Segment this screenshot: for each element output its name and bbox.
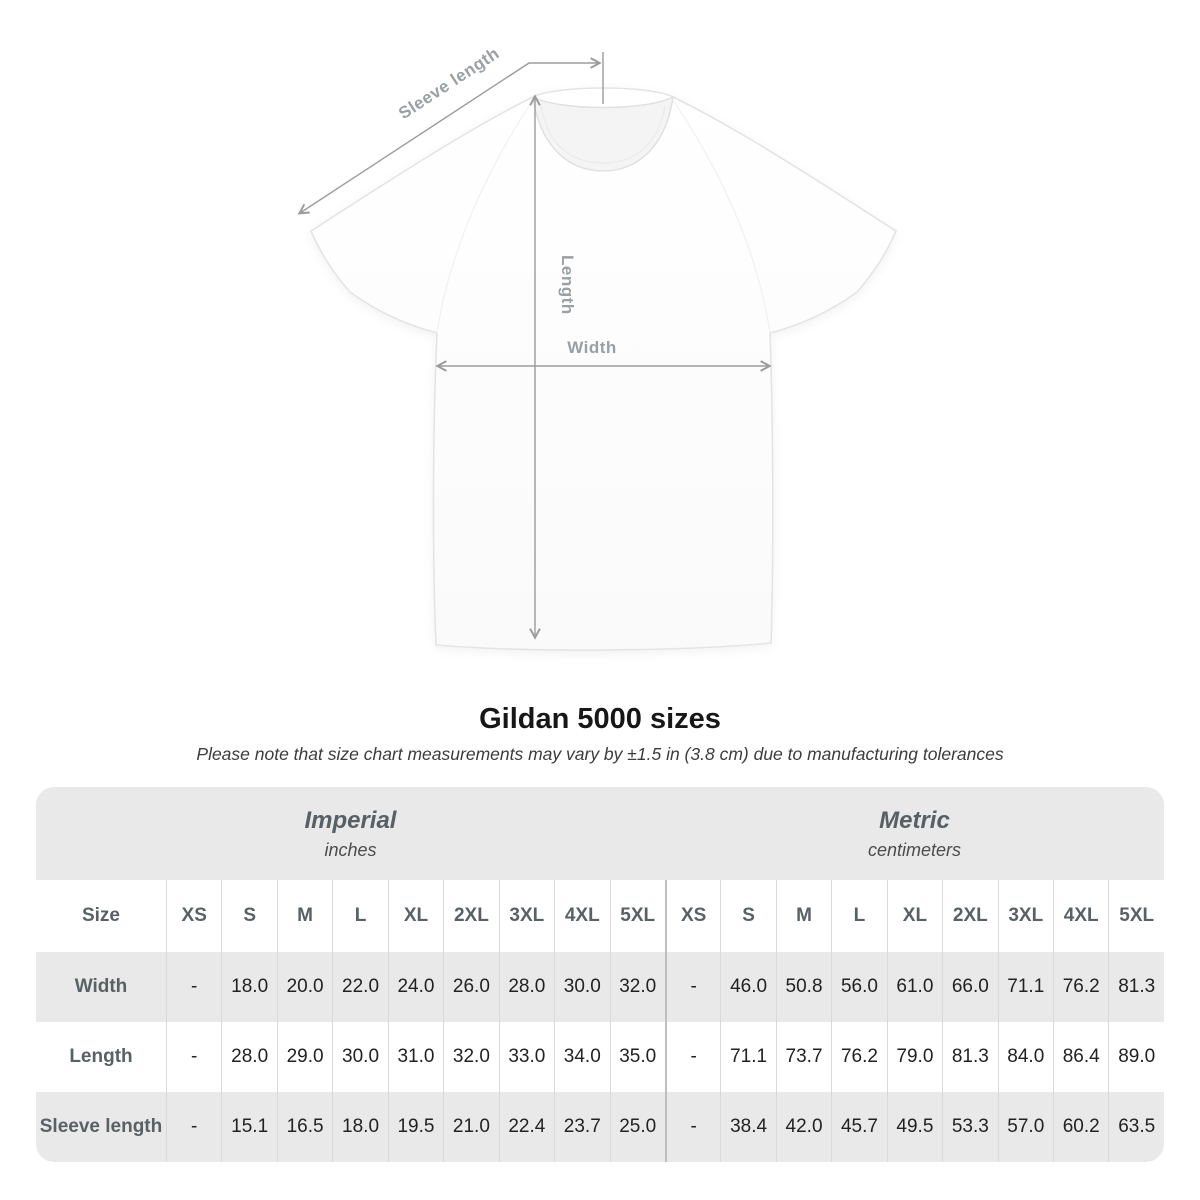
value-cell-metric: 79.0 — [887, 1022, 942, 1092]
size-col-header-metric-5xl: 5XL — [1108, 880, 1164, 952]
value-cell-metric: 66.0 — [942, 952, 997, 1022]
value-cell-imperial: 32.0 — [610, 952, 665, 1022]
value-cell-metric: 76.2 — [831, 1022, 886, 1092]
value-cell-metric: 76.2 — [1053, 952, 1108, 1022]
value-cell-imperial: 16.5 — [277, 1092, 332, 1162]
value-cell-imperial: 18.0 — [332, 1092, 387, 1162]
value-cell-imperial: 31.0 — [388, 1022, 443, 1092]
value-cell-metric: 50.8 — [776, 952, 831, 1022]
measurement-row-label: Length — [36, 1022, 166, 1092]
value-cell-metric: 57.0 — [998, 1092, 1053, 1162]
unit-group-row — [36, 787, 1164, 880]
value-cell-imperial: 20.0 — [277, 952, 332, 1022]
metric-group-header — [665, 787, 1164, 880]
measurement-row-label: Sleeve length — [36, 1092, 166, 1162]
value-cell-imperial: 28.0 — [221, 1022, 276, 1092]
measurement-row — [36, 1022, 1164, 1092]
size-col-header-metric-xl: XL — [887, 880, 942, 952]
size-col-header-imperial-5xl: 5XL — [610, 880, 665, 952]
size-col-header-metric-2xl: 2XL — [942, 880, 997, 952]
value-cell-metric: 81.3 — [1108, 952, 1164, 1022]
size-header-label: Size — [36, 880, 166, 952]
size-col-header-metric-l: L — [831, 880, 886, 952]
tshirt-illustration — [311, 88, 896, 650]
size-header-row — [36, 880, 1164, 952]
size-col-header-imperial-s: S — [221, 880, 276, 952]
value-cell-imperial: 23.7 — [554, 1092, 609, 1162]
value-cell-metric: 73.7 — [776, 1022, 831, 1092]
value-cell-imperial: 25.0 — [610, 1092, 665, 1162]
value-cell-imperial: 18.0 — [221, 952, 276, 1022]
unit-group-subtitle: centimeters — [867, 839, 961, 860]
value-cell-imperial: 32.0 — [443, 1022, 498, 1092]
value-cell-imperial: 33.0 — [499, 1022, 554, 1092]
size-col-header-metric-s: S — [720, 880, 775, 952]
value-cell-metric: 42.0 — [776, 1092, 831, 1162]
value-cell-imperial: 15.1 — [221, 1092, 276, 1162]
value-cell-metric: 71.1 — [720, 1022, 775, 1092]
value-cell-metric: 89.0 — [1108, 1022, 1164, 1092]
value-cell-metric: 63.5 — [1108, 1092, 1164, 1162]
length-label: Length — [558, 255, 577, 315]
value-cell-metric: - — [665, 952, 720, 1022]
unit-group-title: Metric — [879, 806, 950, 834]
width-label: Width — [567, 338, 617, 357]
value-cell-metric: 53.3 — [942, 1092, 997, 1162]
value-cell-metric: 49.5 — [887, 1092, 942, 1162]
value-cell-metric: 71.1 — [998, 952, 1053, 1022]
size-col-header-metric-xs: XS — [665, 880, 720, 952]
measurement-row-label: Width — [36, 952, 166, 1022]
value-cell-imperial: 34.0 — [554, 1022, 609, 1092]
unit-group-title: Imperial — [304, 806, 397, 834]
value-cell-metric: 45.7 — [831, 1092, 886, 1162]
value-cell-imperial: 29.0 — [277, 1022, 332, 1092]
size-chart-table — [36, 787, 1164, 1162]
value-cell-metric: 86.4 — [1053, 1022, 1108, 1092]
value-cell-imperial: 26.0 — [443, 952, 498, 1022]
value-cell-imperial: - — [166, 1022, 221, 1092]
size-col-header-imperial-m: M — [277, 880, 332, 952]
size-col-header-metric-4xl: 4XL — [1053, 880, 1108, 952]
value-cell-metric: 60.2 — [1053, 1092, 1108, 1162]
size-col-header-imperial-xl: XL — [388, 880, 443, 952]
value-cell-metric: 84.0 — [998, 1022, 1053, 1092]
value-cell-metric: 38.4 — [720, 1092, 775, 1162]
size-col-header-imperial-4xl: 4XL — [554, 880, 609, 952]
value-cell-imperial: 35.0 — [610, 1022, 665, 1092]
value-cell-metric: 81.3 — [942, 1022, 997, 1092]
sleeve-length-label: Sleeve length — [395, 43, 503, 124]
unit-group-subtitle: inches — [324, 839, 377, 860]
value-cell-imperial: 30.0 — [332, 1022, 387, 1092]
measurement-row — [36, 952, 1164, 1022]
size-col-header-imperial-xs: XS — [166, 880, 221, 952]
value-cell-imperial: 19.5 — [388, 1092, 443, 1162]
tolerance-note: Please note that size chart measurements may vary by ±1.5 in (3.8 cm) due to manufacturing tolerances — [196, 744, 1004, 764]
value-cell-imperial: 30.0 — [554, 952, 609, 1022]
value-cell-imperial: 21.0 — [443, 1092, 498, 1162]
value-cell-metric: - — [665, 1092, 720, 1162]
imperial-group-header — [36, 787, 665, 880]
value-cell-imperial: 28.0 — [499, 952, 554, 1022]
value-cell-imperial: - — [166, 952, 221, 1022]
size-col-header-imperial-l: L — [332, 880, 387, 952]
value-cell-imperial: - — [166, 1092, 221, 1162]
size-col-header-metric-m: M — [776, 880, 831, 952]
measurement-row — [36, 1092, 1164, 1162]
value-cell-imperial: 24.0 — [388, 952, 443, 1022]
size-col-header-imperial-2xl: 2XL — [443, 880, 498, 952]
value-cell-metric: - — [665, 1022, 720, 1092]
size-col-header-imperial-3xl: 3XL — [499, 880, 554, 952]
value-cell-imperial: 22.0 — [332, 952, 387, 1022]
value-cell-metric: 61.0 — [887, 952, 942, 1022]
value-cell-metric: 46.0 — [720, 952, 775, 1022]
page-title: Gildan 5000 sizes — [479, 703, 721, 735]
value-cell-imperial: 22.4 — [499, 1092, 554, 1162]
size-chart-table-container — [36, 787, 1164, 1162]
value-cell-metric: 56.0 — [831, 952, 886, 1022]
size-col-header-metric-3xl: 3XL — [998, 880, 1053, 952]
